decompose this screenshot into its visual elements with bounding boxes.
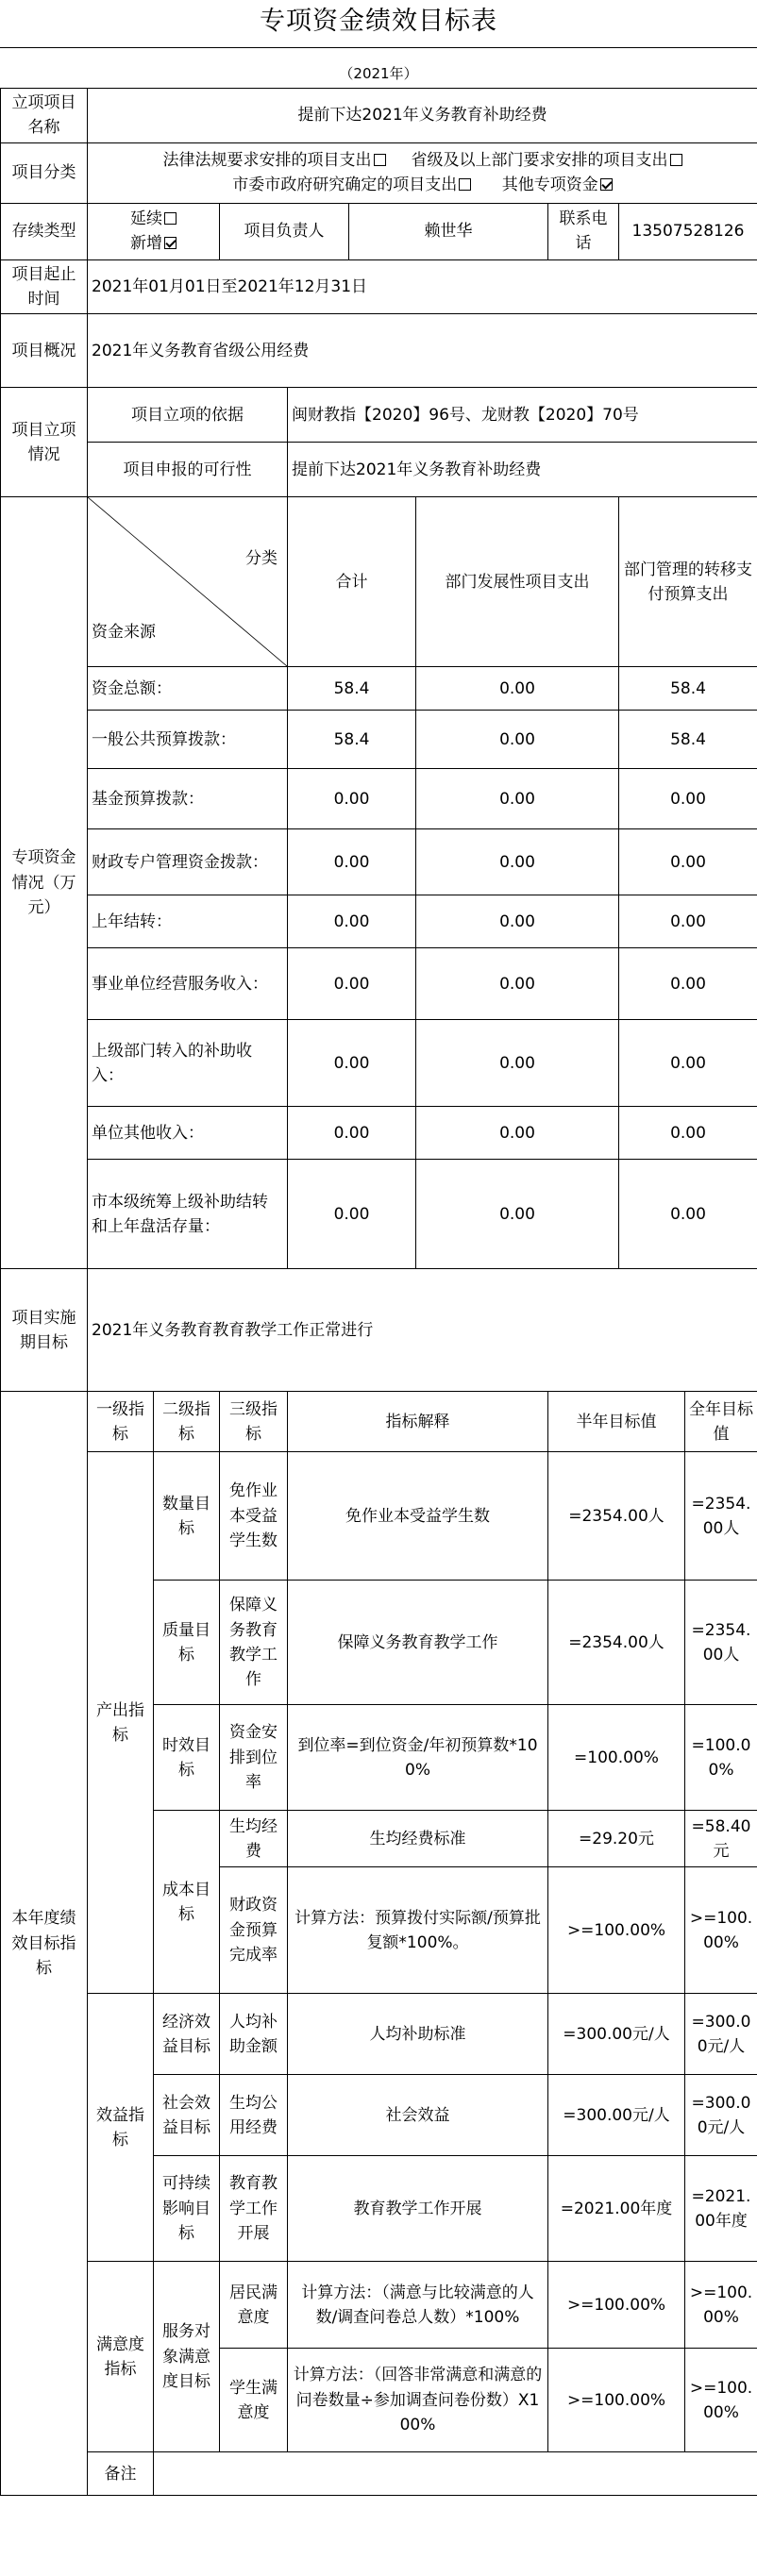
funds-row-dept: 0.00	[416, 895, 619, 948]
funds-row-transfer: 0.00	[619, 948, 757, 1020]
checkbox-icon[interactable]	[374, 154, 386, 166]
kpi-group-benefit: 效益指标	[88, 1994, 154, 2262]
funds-row-label: 基金预算拨款：	[88, 769, 288, 829]
category-option-2[interactable]: 省级及以上部门要求安排的项目支出	[412, 151, 682, 170]
kpi-half: =300.00元/人	[548, 2075, 685, 2156]
phone-label: 联系电话	[548, 203, 619, 259]
kpi-full: =300.00元/人	[685, 1994, 757, 2075]
impl-row	[1, 1269, 757, 1392]
kpi-half: =300.00元/人	[548, 1994, 685, 2075]
kpi-l2-quality: 质量目标	[154, 1581, 220, 1705]
funds-row	[1, 1107, 757, 1160]
funds-row-label: 事业单位经营服务收入：	[88, 948, 288, 1020]
kpi-row	[1, 1994, 757, 2075]
kpi-l3: 生均公用经费	[220, 2075, 288, 2156]
kpi-row	[1, 2262, 757, 2349]
project-name-label: 立项项目名称	[1, 89, 88, 143]
funds-row	[1, 829, 757, 895]
funds-row-transfer: 58.4	[619, 711, 757, 769]
funds-row-total: 0.00	[288, 895, 416, 948]
overview-value: 2021年义务教育省级公用经费	[88, 314, 757, 388]
feasibility-label: 项目申报的可行性	[88, 443, 288, 497]
funds-row-label: 财政专户管理资金拨款：	[88, 829, 288, 895]
feasibility-value: 提前下达2021年义务教育补助经费	[288, 443, 757, 497]
checkbox-icon[interactable]	[600, 178, 613, 191]
kpi-l3: 资金安排到位率	[220, 1705, 288, 1811]
funds-row	[1, 895, 757, 948]
funds-row-label: 市本级统筹上级补助结转和上年盘活存量：	[88, 1160, 288, 1269]
funds-row-total: 0.00	[288, 948, 416, 1020]
basis-label: 项目立项的依据	[88, 388, 288, 443]
funds-row-total: 0.00	[288, 1020, 416, 1107]
kpi-l2-sustain: 可持续影响目标	[154, 2156, 220, 2262]
funds-row	[1, 1160, 757, 1269]
funds-row-dept: 0.00	[416, 711, 619, 769]
impl-value: 2021年义务教育教育教学工作正常进行	[88, 1269, 757, 1392]
kpi-half: =29.20元	[548, 1811, 685, 1867]
category-option-4[interactable]: 其他专项资金	[502, 176, 613, 194]
continuation-option-1[interactable]: 延续	[92, 207, 215, 231]
kpi-desc: 计算方法：（满意与比较满意的人数/调查问卷总人数）*100%	[288, 2262, 548, 2349]
kpi-l2-social: 社会效益目标	[154, 2075, 220, 2156]
category-option-1[interactable]: 法律法规要求安排的项目支出	[163, 151, 386, 170]
kpi-l3: 教育教学工作开展	[220, 2156, 288, 2262]
kpi-header-desc: 指标解释	[288, 1392, 548, 1452]
kpi-desc: 社会效益	[288, 2075, 548, 2156]
feasibility-row	[1, 443, 757, 497]
period-row	[1, 259, 757, 314]
remark-value	[154, 2452, 757, 2496]
funds-row-total: 0.00	[288, 1160, 416, 1269]
checkbox-icon[interactable]	[164, 237, 177, 249]
form-title: 专项资金绩效目标表	[0, 0, 757, 48]
funds-row-total: 0.00	[288, 769, 416, 829]
kpi-l2-quantity: 数量目标	[154, 1452, 220, 1581]
owner-label: 项目负责人	[220, 203, 349, 259]
project-name-row	[1, 89, 757, 143]
funds-row-total: 0.00	[288, 829, 416, 895]
project-name-value: 提前下达2021年义务教育补助经费	[88, 89, 757, 143]
funds-header-total: 合计	[288, 497, 416, 667]
continuation-label: 存续类型	[1, 203, 88, 259]
funds-row-dept: 0.00	[416, 829, 619, 895]
funds-row-label: 上级部门转入的补助收入：	[88, 1020, 288, 1107]
funds-row	[1, 711, 757, 769]
owner-name: 赖世华	[349, 203, 548, 259]
period-value: 2021年01月01日至2021年12月31日	[88, 259, 757, 314]
checkbox-icon[interactable]	[164, 212, 177, 225]
funds-row-dept: 0.00	[416, 948, 619, 1020]
kpi-desc: 计算方法：（回答非常满意和满意的问卷数量÷参加调查问卷份数）X100%	[288, 2349, 548, 2452]
kpi-l2-service: 服务对象满意度目标	[154, 2262, 220, 2452]
kpi-desc: 保障义务教育教学工作	[288, 1581, 548, 1705]
funds-row-transfer: 0.00	[619, 1107, 757, 1160]
funds-row-dept: 0.00	[416, 1160, 619, 1269]
category-label: 项目分类	[1, 142, 88, 203]
kpi-full: =58.40元	[685, 1811, 757, 1867]
kpi-half: =2021.00年度	[548, 2156, 685, 2262]
impl-label: 项目实施期目标	[1, 1269, 88, 1392]
kpi-l3: 居民满意度	[220, 2262, 288, 2349]
funds-row	[1, 667, 757, 711]
funds-diagonal-header	[88, 497, 288, 667]
kpi-l3: 人均补助金额	[220, 1994, 288, 2075]
funds-row-transfer: 0.00	[619, 895, 757, 948]
funds-row	[1, 948, 757, 1020]
kpi-full: =2021.00年度	[685, 2156, 757, 2262]
funds-row-transfer: 0.00	[619, 769, 757, 829]
funds-row-dept: 0.00	[416, 1020, 619, 1107]
funds-row-transfer: 0.00	[619, 1160, 757, 1269]
funds-header-category: 分类	[245, 549, 278, 569]
kpi-half: >=100.00%	[548, 1867, 685, 1994]
funds-row-label: 单位其他收入：	[88, 1107, 288, 1160]
kpi-l3: 学生满意度	[220, 2349, 288, 2452]
funds-row-total: 58.4	[288, 711, 416, 769]
kpi-half: >=100.00%	[548, 2349, 685, 2452]
kpi-full: >=100.00%	[685, 2262, 757, 2349]
kpi-half: =2354.00人	[548, 1452, 685, 1581]
funds-row-label: 上年结转：	[88, 895, 288, 948]
kpi-group-satisfaction: 满意度指标	[88, 2262, 154, 2452]
kpi-header-l3: 三级指标	[220, 1392, 288, 1452]
kpi-row	[1, 1452, 757, 1581]
checkbox-icon[interactable]	[459, 178, 471, 191]
kpi-desc: 到位率=到位资金/年初预算数*100%	[288, 1705, 548, 1811]
form-table	[0, 88, 757, 2496]
funds-header-source: 资金来源	[92, 623, 156, 643]
kpi-l2-economic: 经济效益目标	[154, 1994, 220, 2075]
kpi-half: =2354.00人	[548, 1581, 685, 1705]
basis-value: 闽财教指【2020】96号、龙财教【2020】70号	[288, 388, 757, 443]
continuation-options	[88, 203, 220, 259]
funds-label: 专项资金情况（万元）	[1, 497, 88, 1269]
category-row	[1, 142, 757, 203]
kpi-full: =100.00%	[685, 1705, 757, 1811]
kpi-desc: 生均经费标准	[288, 1811, 548, 1867]
kpi-group-output: 产出指标	[88, 1452, 154, 1994]
funds-row	[1, 1020, 757, 1107]
kpi-l3: 免作业本受益学生数	[220, 1452, 288, 1581]
funds-row-transfer: 58.4	[619, 667, 757, 711]
remark-label: 备注	[88, 2452, 154, 2496]
kpi-half: =100.00%	[548, 1705, 685, 1811]
remark-row	[1, 2452, 757, 2496]
kpi-full: >=100.00%	[685, 2349, 757, 2452]
kpi-desc: 计算方法：预算拨付实际额/预算批复额*100%。	[288, 1867, 548, 1994]
funds-header-transfer: 部门管理的转移支付预算支出	[619, 497, 757, 667]
overview-label: 项目概况	[1, 314, 88, 388]
kpi-header-row	[1, 1392, 757, 1452]
kpi-l3: 保障义务教育教学工作	[220, 1581, 288, 1705]
funds-row-dept: 0.00	[416, 667, 619, 711]
kpi-header-half: 半年目标值	[548, 1392, 685, 1452]
funds-row-label: 一般公共预算拨款：	[88, 711, 288, 769]
funds-row-total: 0.00	[288, 1107, 416, 1160]
funds-header-dept: 部门发展性项目支出	[416, 497, 619, 667]
kpi-l2-cost: 成本目标	[154, 1811, 220, 1994]
period-label: 项目起止时间	[1, 259, 88, 314]
kpi-l2-timeliness: 时效目标	[154, 1705, 220, 1811]
funds-row-dept: 0.00	[416, 1107, 619, 1160]
funds-row-transfer: 0.00	[619, 829, 757, 895]
form-year: （2021年）	[339, 65, 418, 82]
kpi-full: >=100.00%	[685, 1867, 757, 1994]
setup-label: 项目立项情况	[1, 388, 88, 497]
continuation-row	[1, 203, 757, 259]
kpi-full: =300.00元/人	[685, 2075, 757, 2156]
checkbox-icon[interactable]	[670, 154, 682, 166]
category-option-3[interactable]: 市委市政府研究确定的项目支出	[232, 176, 471, 194]
kpi-full: =2354.00人	[685, 1581, 757, 1705]
kpi-header-l2: 二级指标	[154, 1392, 220, 1452]
kpi-l3: 生均经费	[220, 1811, 288, 1867]
kpi-desc: 教育教学工作开展	[288, 2156, 548, 2262]
funds-row-total: 58.4	[288, 667, 416, 711]
kpi-full: =2354.00人	[685, 1452, 757, 1581]
continuation-option-2[interactable]: 新增	[92, 231, 215, 256]
kpi-label: 本年度绩效目标指标	[1, 1392, 88, 2496]
kpi-l3: 财政资金预算完成率	[220, 1867, 288, 1994]
category-options	[88, 142, 757, 203]
funds-header-row	[1, 497, 757, 667]
kpi-half: >=100.00%	[548, 2262, 685, 2349]
overview-row	[1, 314, 757, 388]
phone-value: 13507528126	[619, 203, 757, 259]
funds-row-transfer: 0.00	[619, 1020, 757, 1107]
basis-row	[1, 388, 757, 443]
kpi-header-full: 全年目标值	[685, 1392, 757, 1452]
kpi-desc: 人均补助标准	[288, 1994, 548, 2075]
kpi-header-l1: 一级指标	[88, 1392, 154, 1452]
funds-row-dept: 0.00	[416, 769, 619, 829]
kpi-desc: 免作业本受益学生数	[288, 1452, 548, 1581]
funds-row-label: 资金总额：	[88, 667, 288, 711]
funds-row	[1, 769, 757, 829]
